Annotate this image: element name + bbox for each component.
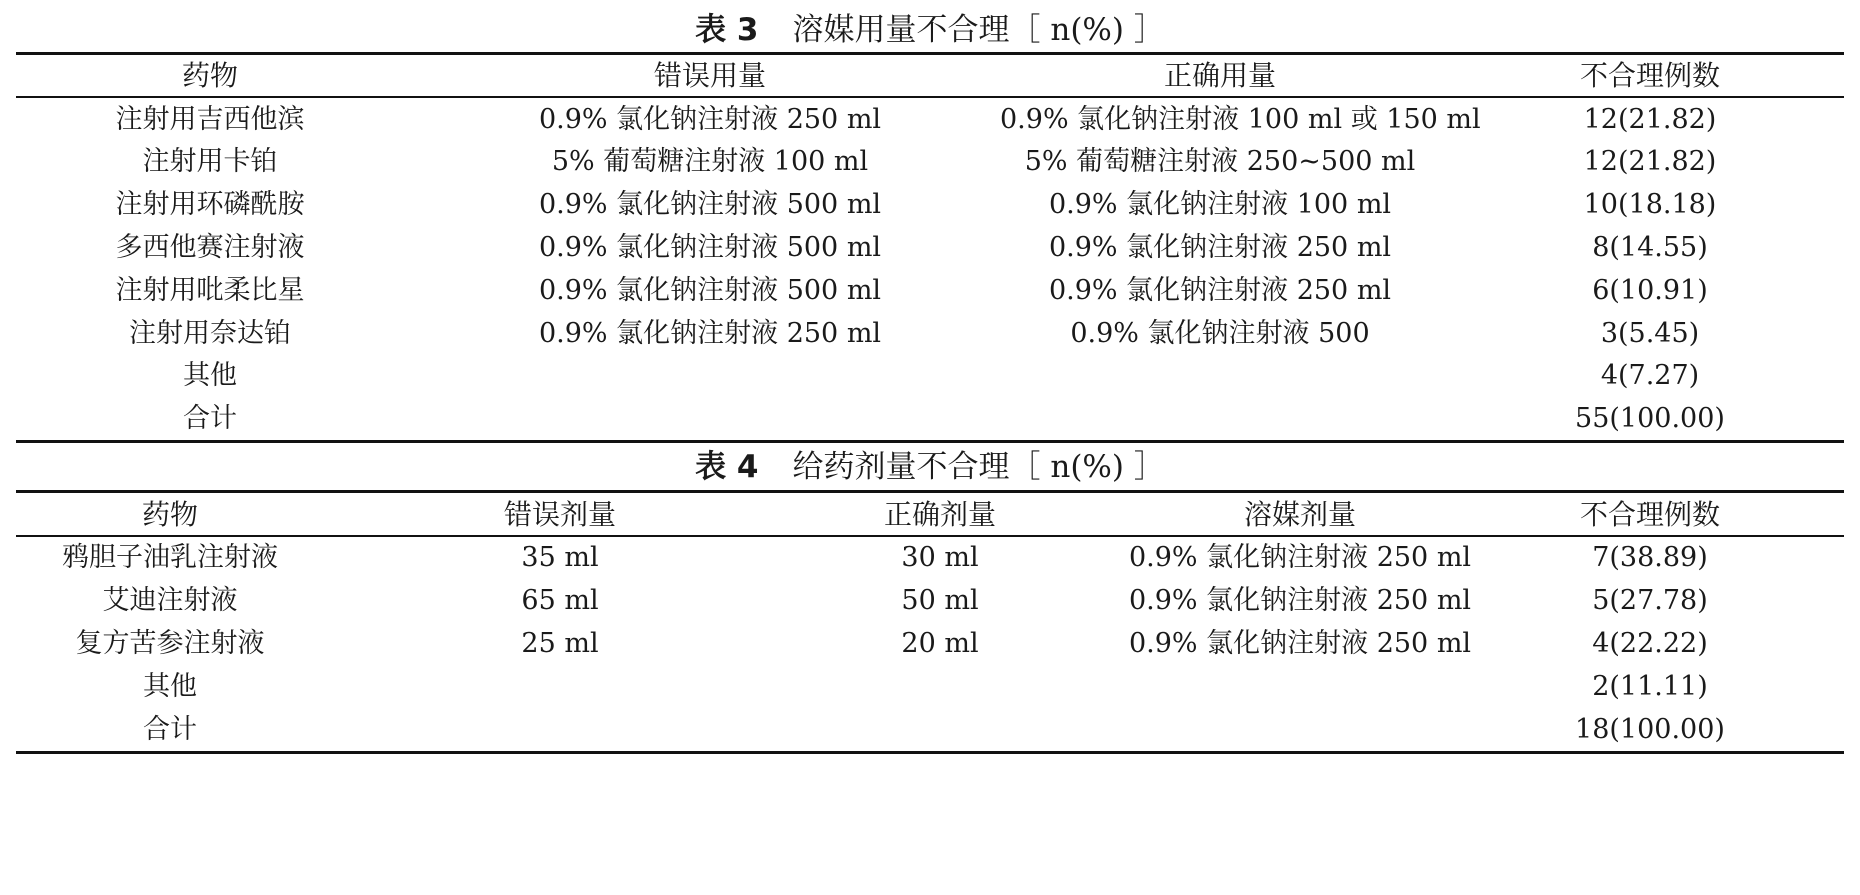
table3-header-rule [16, 96, 1844, 98]
table3-drug-cell: 注射用吉西他滨 [115, 104, 305, 135]
table3-label: 表 3 [695, 12, 759, 48]
table3-drug-cell: 注射用奈达铂 [129, 318, 291, 349]
table3-header-count: 不合理例数 [1579, 59, 1720, 92]
table4-count-cell: 18(100.00) [1575, 714, 1725, 745]
table4-wrong-dose-cell: 65 ml [521, 585, 599, 616]
table4-top-rule [16, 490, 1844, 493]
table3-count-cell: 4(7.27) [1600, 360, 1700, 391]
table4-drug-cell: 艾迪注射液 [102, 585, 238, 616]
table3-header-drug: 药物 [181, 59, 238, 92]
table4-drug-cell: 其他 [143, 671, 197, 702]
table4-caption [0, 447, 1860, 487]
table3-title: 溶媒用量不合理［ n(%) ］ [792, 12, 1165, 48]
table3-drug-cell: 注射用卡铂 [142, 146, 278, 177]
table4-label: 表 4 [695, 449, 759, 485]
table4-header-count: 不合理例数 [1579, 498, 1720, 531]
table4-header-correct-dose: 正确剂量 [883, 498, 996, 531]
table3-wrong-volume-cell: 0.9% 氯化钠注射液 500 ml [538, 275, 882, 306]
table3-correct-volume-cell: 5% 葡萄糖注射液 250~500 ml [1024, 146, 1416, 177]
table3-count-cell: 3(5.45) [1600, 318, 1700, 349]
table3-wrong-volume-cell: 0.9% 氯化钠注射液 500 ml [538, 232, 882, 263]
table3-wrong-volume-cell: 0.9% 氯化钠注射液 500 ml [538, 189, 882, 220]
table3-bottom-rule [16, 440, 1844, 443]
table4-header-wrong-dose: 错误剂量 [503, 498, 616, 531]
table3-count-cell: 12(21.82) [1583, 104, 1717, 135]
table4-solvent-dose-cell: 0.9% 氯化钠注射液 250 ml [1128, 628, 1472, 659]
table4-drug-cell: 合计 [143, 714, 197, 745]
table3-wrong-volume-cell: 0.9% 氯化钠注射液 250 ml [538, 104, 882, 135]
table3-count-cell: 12(21.82) [1583, 146, 1717, 177]
table3-drug-cell: 注射用吡柔比星 [115, 275, 305, 306]
table4-wrong-dose-cell: 35 ml [521, 542, 599, 573]
table4-drug-cell: 鸦胆子油乳注射液 [62, 542, 278, 573]
table3-header-correct-volume: 正确用量 [1163, 59, 1276, 92]
table4-count-cell: 7(38.89) [1592, 542, 1708, 573]
table3-count-cell: 55(100.00) [1575, 403, 1725, 434]
table4-correct-dose-cell: 30 ml [901, 542, 979, 573]
table3-count-cell: 8(14.55) [1592, 232, 1708, 263]
table4-title: 给药剂量不合理［ n(%) ］ [792, 449, 1165, 485]
table4-solvent-dose-cell: 0.9% 氯化钠注射液 250 ml [1128, 585, 1472, 616]
table4-drug-cell: 复方苦参注射液 [75, 628, 265, 659]
table4-count-cell: 2(11.11) [1592, 671, 1708, 702]
table3-header-wrong-volume: 错误用量 [653, 59, 766, 92]
table3-wrong-volume-cell: 5% 葡萄糖注射液 100 ml [551, 146, 869, 177]
table4-header-drug: 药物 [141, 498, 198, 531]
table3-wrong-volume-cell: 0.9% 氯化钠注射液 250 ml [538, 318, 882, 349]
table3-drug-cell: 多西他赛注射液 [115, 232, 305, 263]
table4-bottom-rule [16, 751, 1844, 754]
table3-correct-volume-cell: 0.9% 氯化钠注射液 100 ml 或 150 ml [1000, 104, 1481, 135]
table3-drug-cell: 注射用环磷酰胺 [115, 189, 305, 220]
table4-solvent-dose-cell: 0.9% 氯化钠注射液 250 ml [1128, 542, 1472, 573]
table3-correct-volume-cell: 0.9% 氯化钠注射液 250 ml [1048, 275, 1392, 306]
table3-correct-volume-cell: 0.9% 氯化钠注射液 250 ml [1048, 232, 1392, 263]
table4-correct-dose-cell: 20 ml [901, 628, 979, 659]
table4-header-solvent-dose: 溶媒剂量 [1243, 498, 1356, 531]
table4-count-cell: 5(27.78) [1592, 585, 1708, 616]
table3-drug-cell: 合计 [183, 403, 237, 434]
table3-drug-cell: 其他 [183, 360, 237, 391]
table3-correct-volume-cell: 0.9% 氯化钠注射液 100 ml [1048, 189, 1392, 220]
table3-count-cell: 10(18.18) [1583, 189, 1717, 220]
table3-correct-volume-cell: 0.9% 氯化钠注射液 500 [1070, 318, 1370, 349]
table4-count-cell: 4(22.22) [1592, 628, 1708, 659]
table3-top-rule [16, 52, 1844, 55]
table3-count-cell: 6(10.91) [1592, 275, 1708, 306]
table4-wrong-dose-cell: 25 ml [521, 628, 599, 659]
table4-correct-dose-cell: 50 ml [901, 585, 979, 616]
table3-caption [0, 10, 1860, 50]
table4-header-rule [16, 535, 1844, 537]
